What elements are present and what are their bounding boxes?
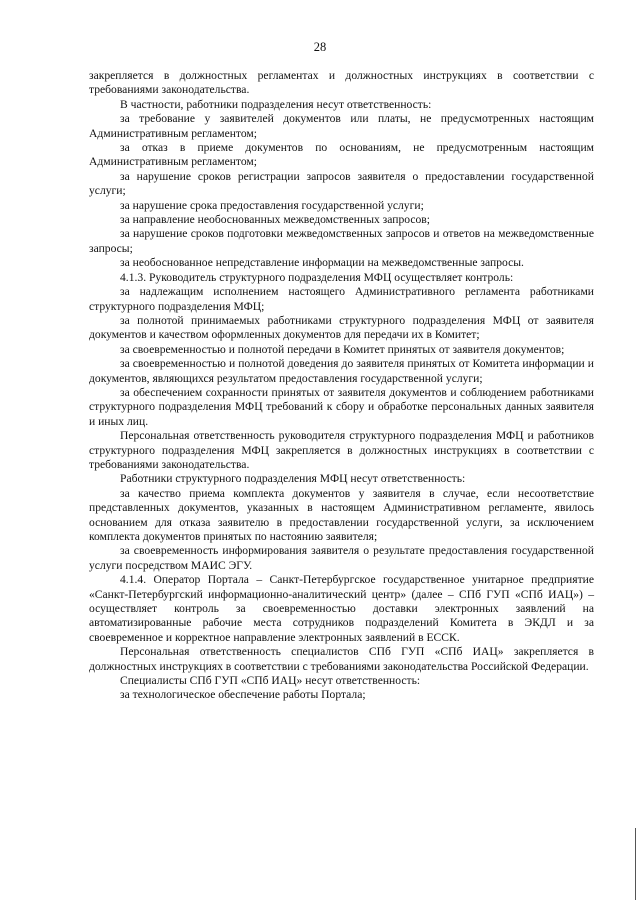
paragraph: за качество приема комплекта документов у заявителя в случае, если несоответствие представленных документов, указанных в настоящем Административном регламенте, явилось основанием для отказа заявителю в предоставлении государственной услуги, за исключением комплекта документов принятых по настоянию заявителя; [89,486,594,543]
paragraph: за своевременностью и полнотой передачи в Комитет принятых от заявителя документов; [120,342,565,356]
paragraph: за технологическое обеспечение работы Портала; [120,688,366,702]
paragraph: за нарушение сроков регистрации запросов заявителя о предоставлении государственной услуги; [89,169,594,198]
paragraph: закрепляется в должностных регламентах и должностных инструкциях в соответствии с требованиями законодательства. [89,69,594,97]
paragraph: за своевременность информирования заявителя о результате предоставления государственной услуги посредством МАИС ЭГУ. [89,544,594,572]
paragraph: за надлежащим исполнением настоящего Административного регламента работниками структурного подразделения МФЦ; [89,285,594,313]
paragraph: за своевременностью и полнотой доведения до заявителя принятых от Комитета информации и документов, являющихся результатом предоставления государственной услуги; [89,357,594,385]
paragraph: за обеспечением сохранности принятых от заявителя документов и соблюдением работниками структурного подразделения МФЦ требований к сбору и обработке персональных данных заявителя и иных лиц. [89,385,594,428]
page-number: 28 [313,40,327,54]
paragraph: за нарушение сроков подготовки межведомственных запросов и ответов на межведомственные запросы; [89,227,594,255]
paragraph: за необоснованное непредставление информации на межведомственные запросы. [120,256,524,270]
paragraph: за требование у заявителей документов или платы, не предусмотренных настоящим Административным регламентом; [89,112,594,140]
paragraph: Персональная ответственность руководителя структурного подразделения МФЦ и работников структурного подразделения МФЦ закрепляется в должностных инструкциях в соответствии с требованиями законодательства. [89,429,594,471]
paragraph: Специалисты СПб ГУП «СПб ИАЦ» несут ответственность: [120,674,421,688]
section-heading-4-1-4: 4.1.4. Оператор Портала – Санкт-Петербургское государственное унитарное предприятие «Санкт-Петербургский информационно-аналитический центр» (далее – СПб ГУП «СПб ИАЦ») – осуществляет контроль за своевременностью доставки электронных заявлений на автоматизированные рабочие места сотрудников подразделений Комитета в ЭКДЛ и за своевременное и корректное направление электронных заявлений в ЕССК. [89,573,594,644]
paragraph: за направление необоснованных межведомственных запросов; [120,213,430,227]
paragraph: Работники структурного подразделения МФЦ несут ответственность: [120,472,466,486]
paragraph: В частности, работники подразделения несут ответственность: [120,97,432,111]
paragraph: Персональная ответственность специалистов СПб ГУП «СПб ИАЦ» закрепляется в должностных инструкциях в соответствии с требованиями законодательства Российской Федерации. [89,645,594,673]
document-body [89,69,594,703]
scan-edge-line [635,828,636,900]
section-heading-4-1-3: 4.1.3. Руководитель структурного подразделения МФЦ осуществляет контроль: [120,270,514,284]
paragraph: за полнотой принимаемых работниками структурного подразделения МФЦ от заявителя документов и качеством оформленных документов для передачи их в Комитет; [89,313,594,342]
paragraph: за нарушение срока предоставления государственной услуги; [120,198,424,212]
paragraph: за отказ в приеме документов по основаниям, не предусмотренным настоящим Административным регламентом; [89,141,594,169]
